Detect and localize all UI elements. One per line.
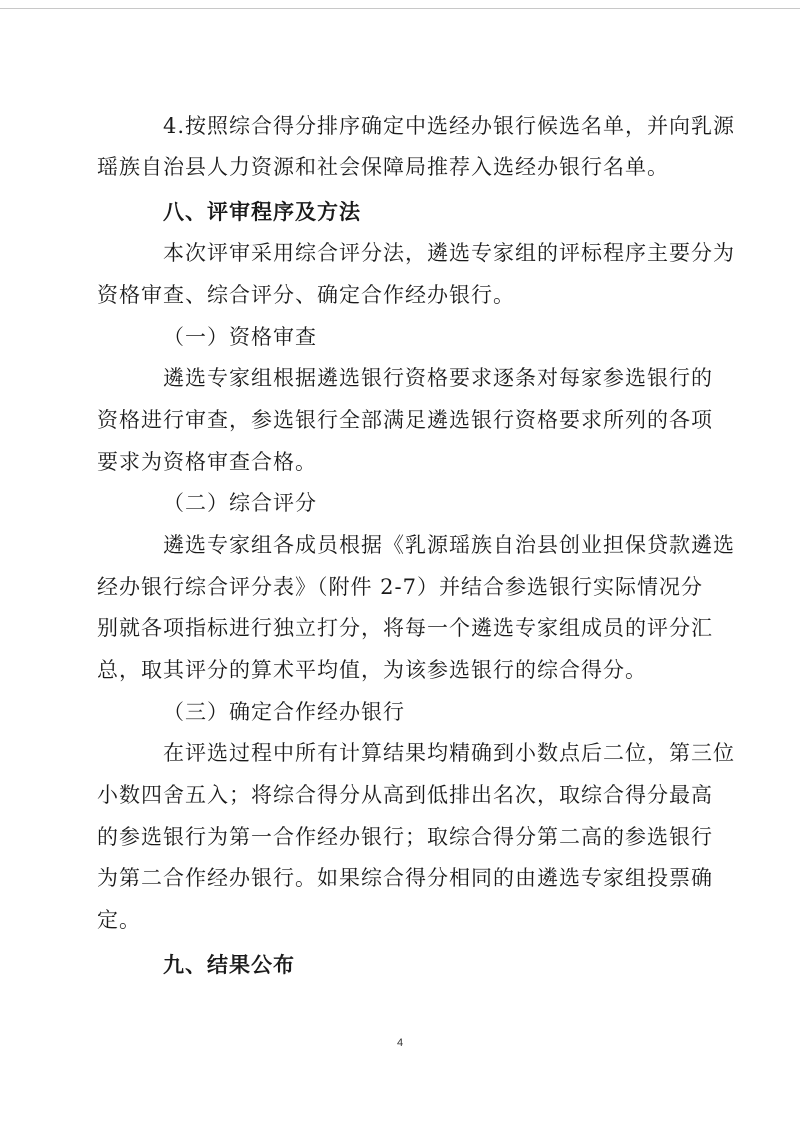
page-number: 4 (396, 1037, 404, 1049)
section8-heading: 八、评审程序及方法 (163, 200, 361, 224)
subsection1-line2: 资格进行审查，参选银行全部满足遴选银行资格要求所列的各项 (97, 408, 713, 432)
item4-line2: 瑶族自治县人力资源和社会保障局推荐入选经办银行名单。 (97, 155, 669, 179)
subsection3-line3: 的参选银行为第一合作经办银行；取综合得分第二高的参选银行 (97, 825, 713, 849)
section8-intro-line1: 本次评审采用综合评分法，遴选专家组的评标程序主要分为 (163, 241, 735, 265)
subsection2-title: （二）综合评分 (163, 491, 317, 515)
subsection2-line2: 经办银行综合评分表》（附件 2-7）并结合参选银行实际情况分 (97, 575, 703, 599)
subsection3-title: （三）确定合作经办银行 (163, 700, 405, 724)
subsection3-line1: 在评选过程中所有计算结果均精确到小数点后二位，第三位 (163, 741, 735, 765)
subsection1-title: （一）资格审查 (163, 325, 317, 349)
subsection2-line3: 别就各项指标进行独立打分，将每一个遴选专家组成员的评分汇 (97, 616, 713, 640)
subsection2-line4: 总，取其评分的算术平均值，为该参选银行的综合得分。 (97, 658, 647, 682)
item4-line1: 4.按照综合得分排序确定中选经办银行候选名单，并向乳源 (163, 114, 736, 138)
section8-intro-line2: 资格审查、综合评分、确定合作经办银行。 (97, 283, 515, 307)
subsection3-line4: 为第二合作经办银行。如果综合得分相同的由遴选专家组投票确 (97, 866, 713, 890)
section9-heading: 九、结果公布 (163, 953, 295, 977)
subsection2-line1: 遴选专家组各成员根据《乳源瑶族自治县创业担保贷款遴选 (163, 533, 735, 557)
subsection1-line3: 要求为资格审查合格。 (97, 450, 317, 474)
subsection3-line5: 定。 (97, 908, 141, 932)
subsection1-line1: 遴选专家组根据遴选银行资格要求逐条对每家参选银行的 (163, 366, 713, 390)
subsection3-line2: 小数四舍五入；将综合得分从高到低排出名次，取综合得分最高 (97, 783, 713, 807)
